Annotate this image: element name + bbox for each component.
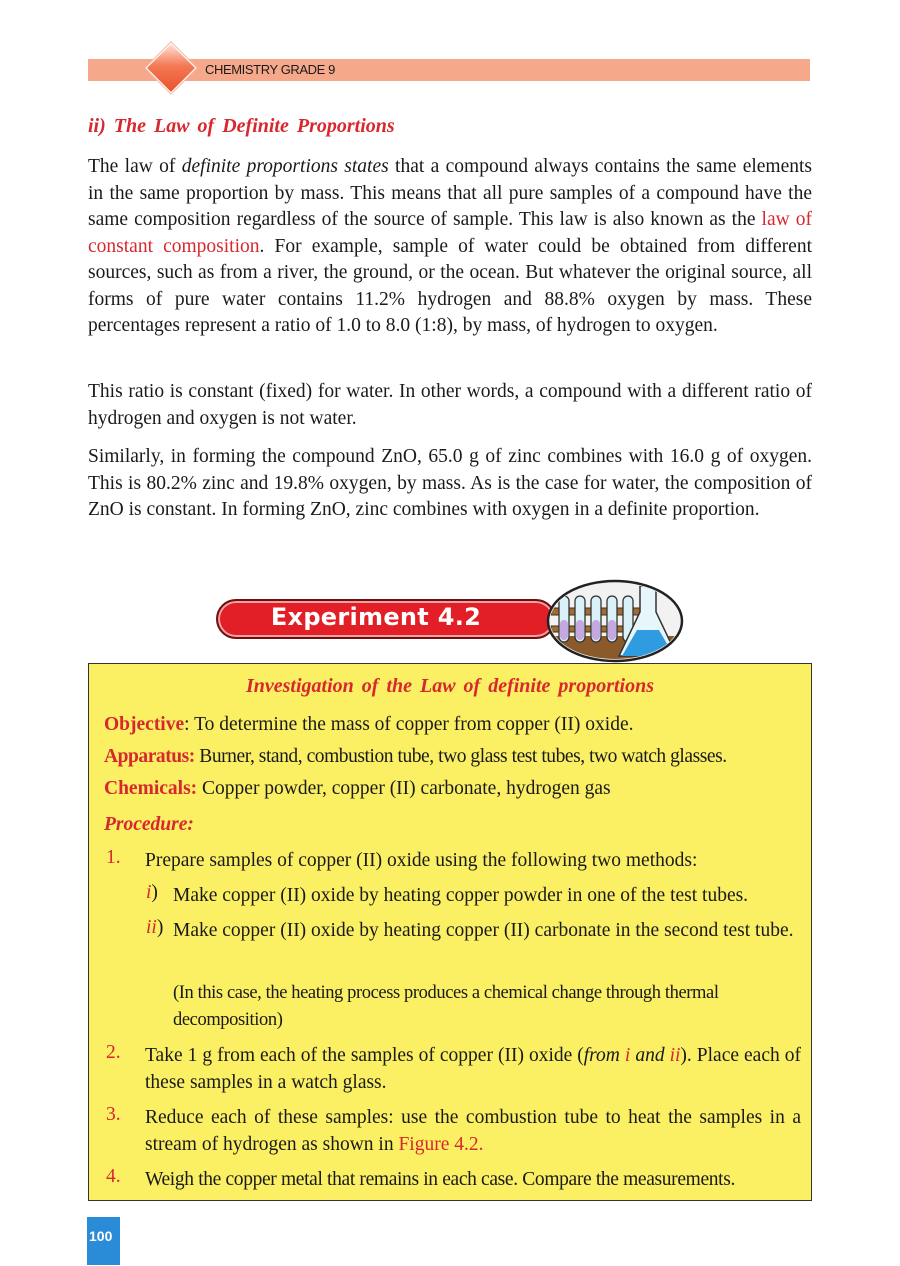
step-number: 3. [106,1104,121,1125]
test-tubes-flask-icon [545,578,685,664]
substep-paren: ) [151,882,158,903]
page-number: 100 [89,1228,113,1244]
apparatus-text: Burner, stand, combustion tube, two glass test tubes, two watch glasses. [194,746,727,767]
running-header-title: CHEMISTRY GRADE 9 [205,62,335,77]
step-number: 4. [106,1166,121,1187]
substep-number [146,917,163,939]
chemicals-text: Copper powder, copper (II) carbonate, hydrogen gas [197,778,611,799]
step-number: 1. [106,847,121,868]
step2-from: from [583,1045,625,1066]
step2-text-a: Take 1 g from each of the samples of copper (II) oxide ( [145,1045,584,1066]
chemicals-line [104,776,611,802]
experiment-box-title: Investigation of the Law of definite proportions [245,675,655,697]
apparatus-line [104,744,727,770]
page-number-tab [87,1217,120,1265]
paragraph-water-ratio: This ratio is constant (fixed) for water. In other words, a compound with a different ratio of hydrogen and oxygen is not water. [88,381,812,429]
constant-composition-term: law of constant composition [88,209,812,257]
step-text: Weigh the copper metal that remains in each case. Compare the measurements. [145,1169,735,1190]
substep-text: Make copper (II) oxide by heating copper powder in one of the test tubes. [173,885,749,906]
para1-text-b: that a compound always contains the same elements in the same proportion by mass. This means that all pure samples of a compound have the same composition regardless of the source of sample. This law is also known as the [88,156,812,230]
step-text [145,1042,801,1096]
substep-number [146,882,158,904]
objective-text: : To determine the mass of copper from copper (II) oxide. [184,714,634,735]
procedure-label: Procedure: [104,814,194,835]
substep-paren: ) [156,917,164,938]
header-bar [88,59,810,81]
section-title: ii) The Law of Definite Proportions [88,115,395,137]
para1-text-a: The law of [88,156,182,177]
thermal-decomposition-note: (In this case, the heating process produces a chemical change through thermal decomposition) [173,983,719,1030]
paragraph-zno-example: Similarly, in forming the compound ZnO, 65.0 g of zinc combines with 16.0 g of oxygen. This is 80.2% zinc and 19.8% oxygen, by mass. As is the case for water, the composition of ZnO is constant. In forming ZnO, zinc combines with oxygen in a definite proportion. [88,446,812,520]
apparatus-label: Apparatus: [104,746,195,767]
paragraph-definite-proportions [88,154,812,340]
objective-label: Objective [104,714,185,735]
chemicals-label: Chemicals: [104,778,198,799]
step-text [145,1104,801,1158]
step-text: Prepare samples of copper (II) oxide using the following two methods: [145,850,698,871]
para1-emphasis: definite proportions states [181,156,389,177]
step2-and: and [630,1045,670,1066]
header-diamond-icon [146,43,197,94]
objective-line [104,712,633,738]
substep-text: Make copper (II) oxide by heating copper (II) carbonate in the second test tube. [173,920,794,941]
experiment-title: Experiment 4.2 [270,603,482,631]
step2-text-b: ). Place each of these samples in a watch glass. [145,1045,801,1093]
para1-text-c: . For example, sample of water could be obtained from different sources, such as from a river, the ground, or the ocean. But whatever the original source, all forms of pure water contains 11.2% hydrogen and 88.8% oxygen by mass. These percentages represent a ratio of 1.0 to 8.0 (1:8), by mass, of hydrogen to oxygen. [88,235,812,336]
substep-roman: ii [146,917,157,938]
step3-text: Reduce each of these samples: use the combustion tube to heat the samples in a stream of hydrogen as shown in [145,1107,801,1155]
step-number: 2. [106,1042,121,1063]
figure-4-2-link[interactable]: Figure 4.2. [398,1134,484,1155]
step2-ref-ii: ii [669,1045,681,1066]
step2-ref-i: i [624,1045,631,1066]
substep-roman: i [146,882,152,903]
